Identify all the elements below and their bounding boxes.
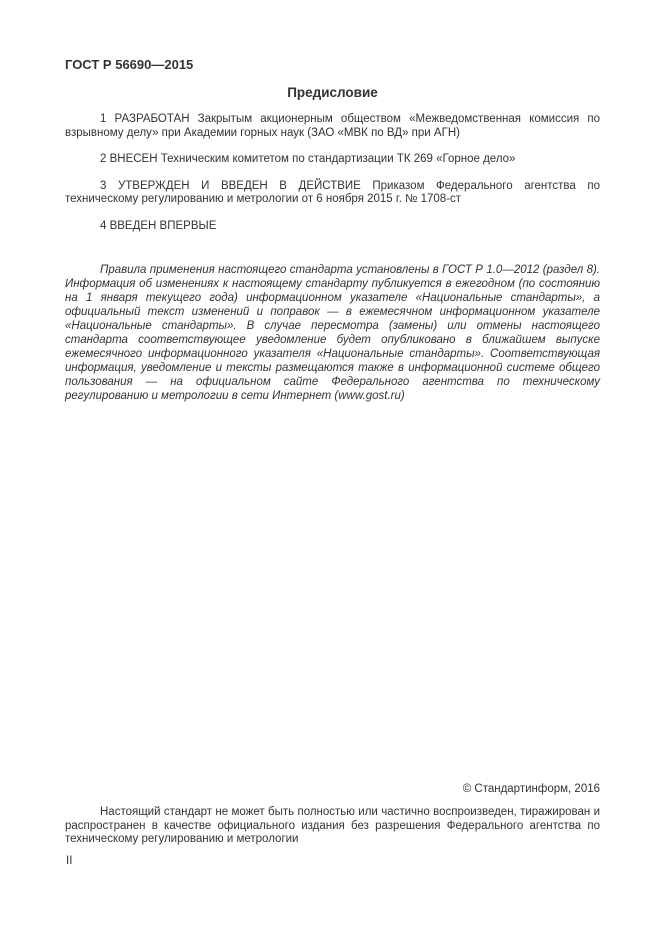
doc-code: ГОСТ Р 56690—2015 <box>65 57 194 72</box>
clause-first-introduced: 4 ВВЕДЕН ВПЕРВЫЕ <box>100 219 217 232</box>
page-number: II <box>66 855 73 867</box>
application-rules-note: Правила применения настоящего стандарта установлены в ГОСТ Р 1.0—2012 (раздел 8). Информация об изменениях к настоящему стандарту публикуется в ежегодном (по состоянию на 1 января текущего года) информационном указателе «Национальные стандарты», а официальный текст изменений и поправок — в ежемесячном информационном указателе «Национальные стандарты». В случае пересмотра (замены) или отмены настоящего стандарта соответствующее уведомление будет опубликовано в ближайшем выпуске ежемесячного информационного указателя «Национальные стандарты». Соответствующая информация, уведомление и тексты размещаются также в информационной системе общего пользования — на официальном сайте Федерального агентства по техническому регулированию и метрологии в сети Интернет (www.gost.ru) <box>65 264 600 402</box>
clause-submitted: 2 ВНЕСЕН Техническим комитетом по стандартизации ТК 269 «Горное дело» <box>100 153 516 165</box>
page-title: Предисловие <box>287 85 378 100</box>
clause-developed: 1 РАЗРАБОТАН Закрытым акционерным обществом «Межведомственная комиссия по взрывному делу» при Академии горных наук (ЗАО «МВК по ВД» при АГН) <box>65 113 600 139</box>
clause-approved: 3 УТВЕРЖДЕН И ВВЕДЕН В ДЕЙСТВИЕ Приказом Федерального агентства по техническому регулированию и метрологии от 6 ноября 2015 г. № 1708-ст <box>65 179 600 205</box>
reproduction-restriction-note: Настоящий стандарт не может быть полностью или частично воспроизведен, тиражирован и распространен в качестве официального издания без разрешения Федерального агентства по техническому регулированию и метрологии <box>65 806 600 845</box>
copyright-notice: © Стандартинформ, 2016 <box>462 783 600 795</box>
